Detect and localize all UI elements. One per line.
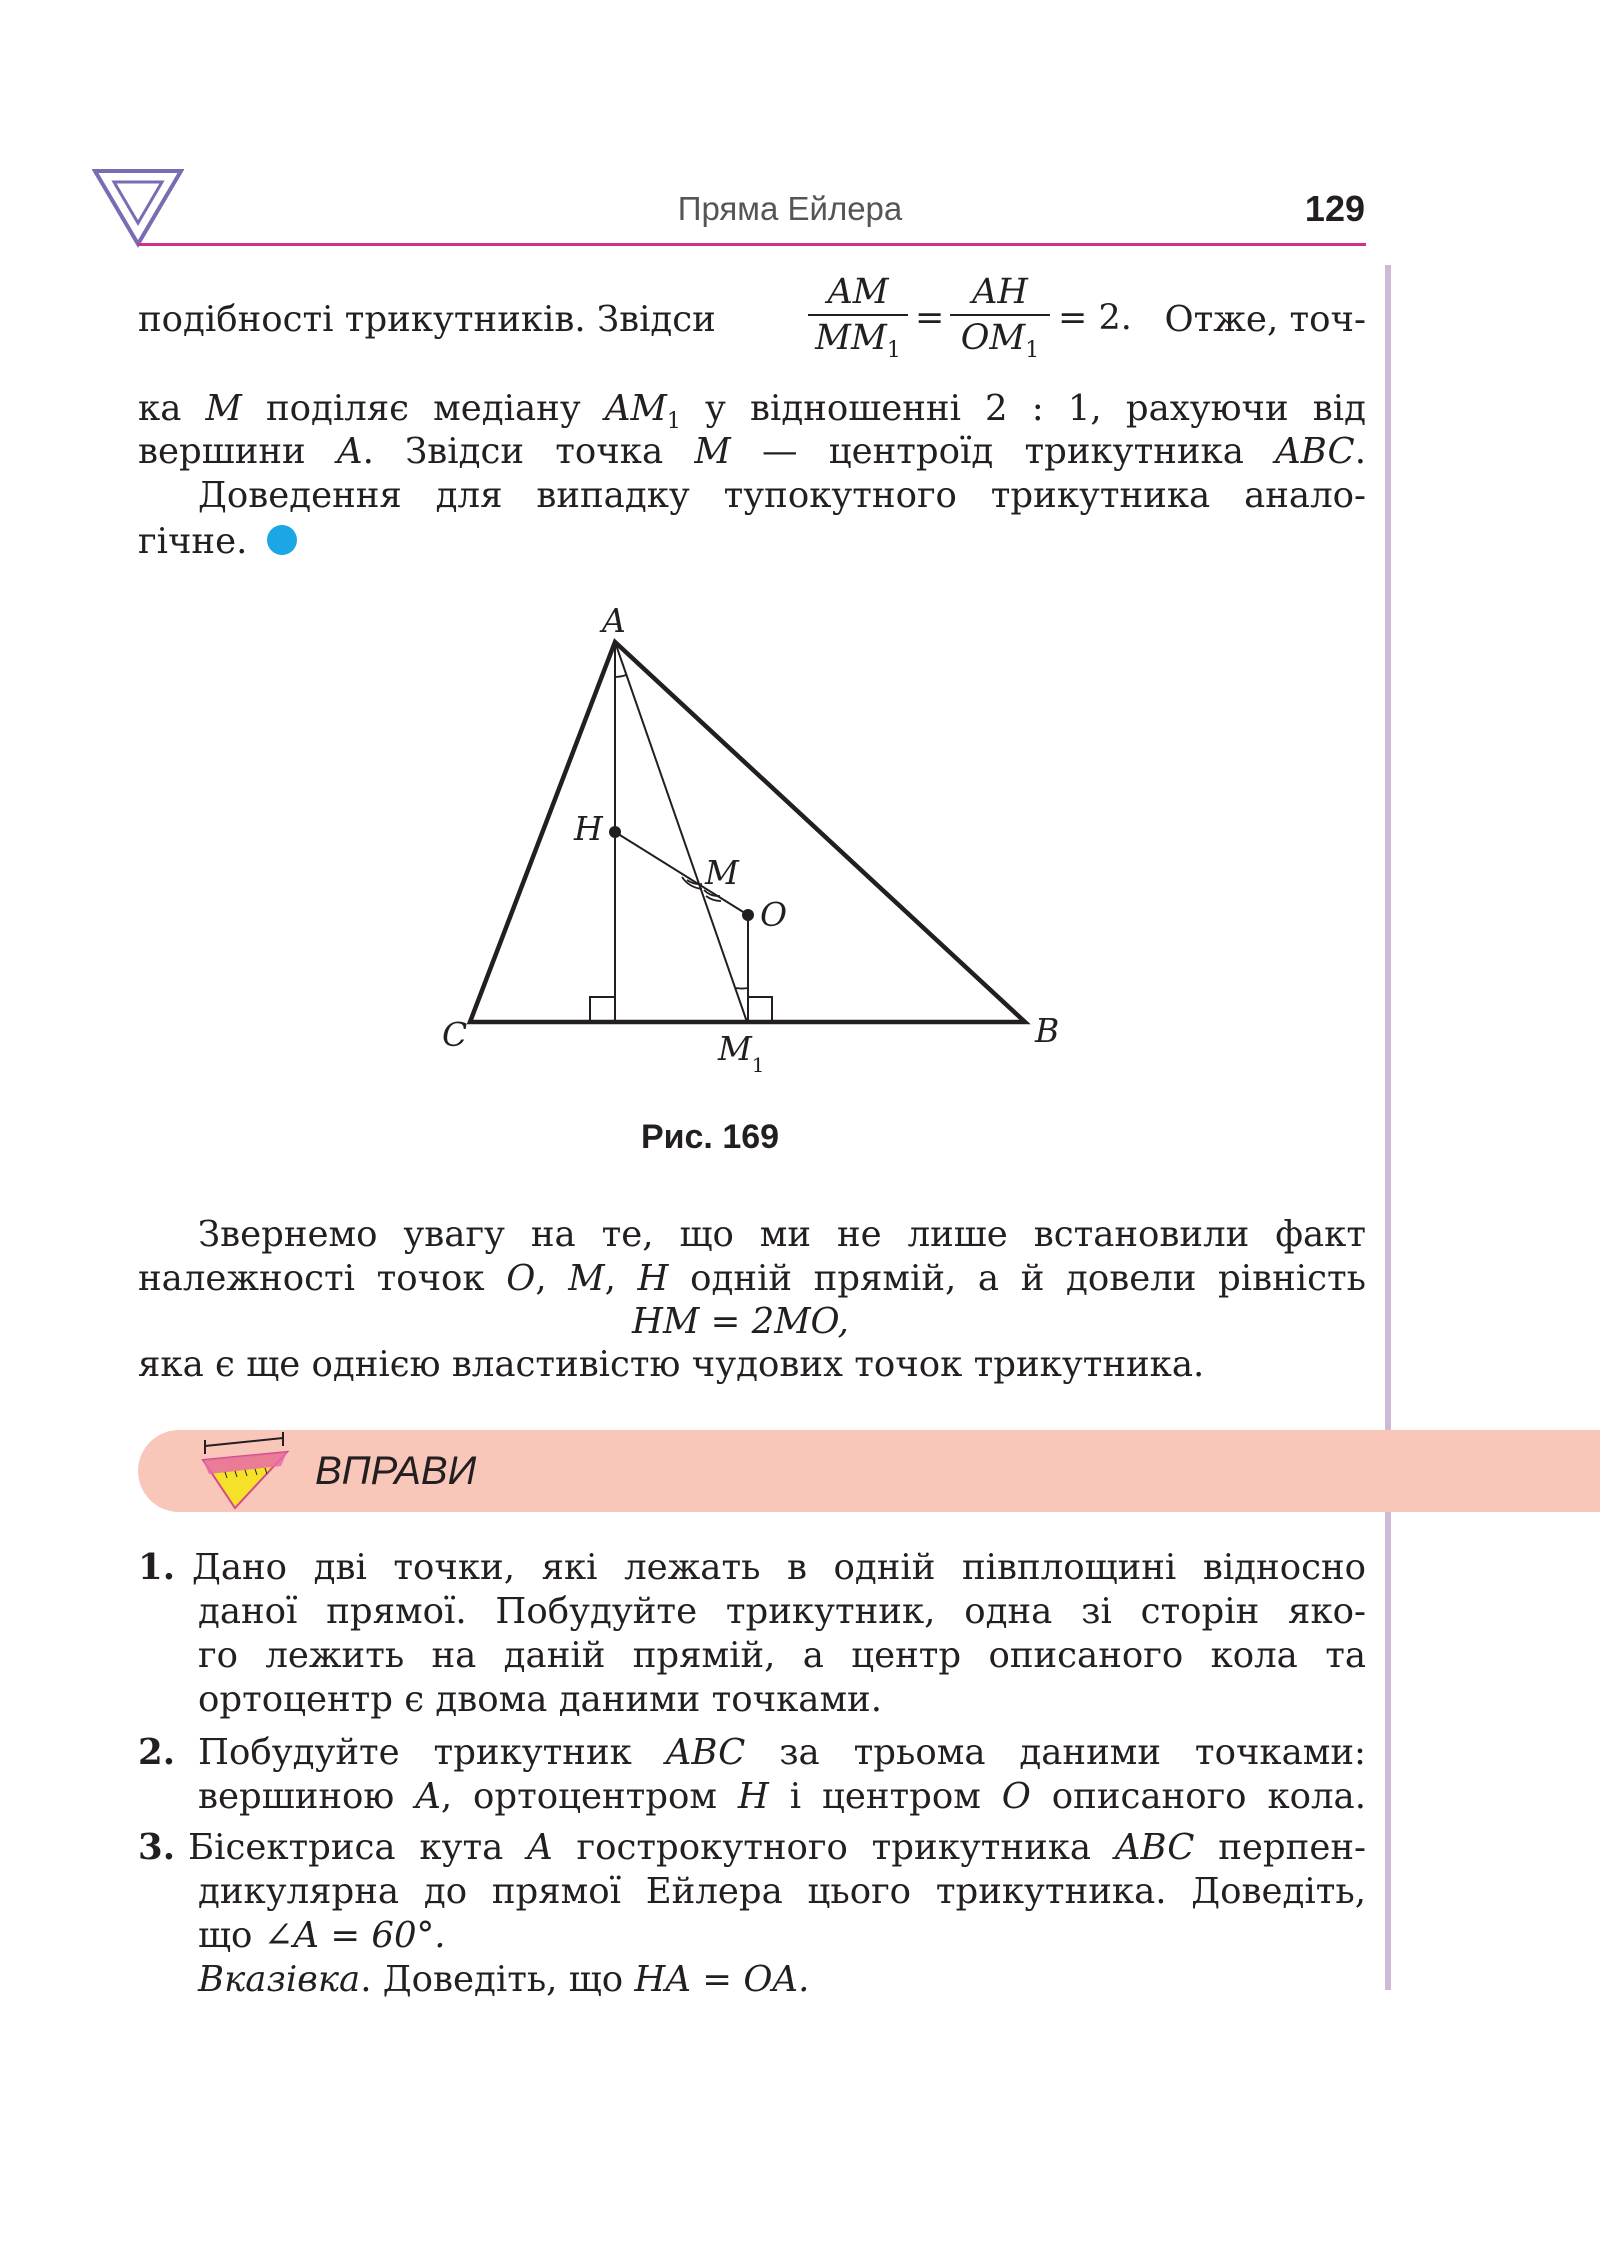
header-rule: [138, 243, 1366, 246]
exercise-3-line2: дикулярна до прямої Ейлера цього трикутника. Доведіть,: [198, 1871, 1366, 1912]
page-number: 129: [1304, 188, 1365, 229]
set-square-ruler-icon: [195, 1432, 295, 1512]
exercise-1-line4: ортоцентр є двома даними точками.: [198, 1679, 882, 1720]
fraction-am-mm1: [808, 272, 908, 363]
fraction-bar: [808, 314, 908, 316]
fraction-numerator: AM: [827, 272, 889, 312]
para1-line3: вершини A. Звідси точка M — центроїд трикутника ABC.: [138, 431, 1366, 472]
median-am1: [615, 642, 747, 1022]
side-rule: [1385, 265, 1391, 1990]
label-a: A: [602, 601, 626, 640]
label-c: C: [442, 1015, 468, 1054]
label-m: M: [705, 853, 739, 892]
para2-line1: Доведення для випадку тупокутного трикутника анало-: [198, 475, 1366, 516]
exercise-1-line2: даної прямої. Побудуйте трикутник, одна зі сторін яко-: [198, 1591, 1366, 1632]
exercises-title: ВПРАВИ: [315, 1449, 477, 1493]
exercise-2-number: 2.: [138, 1732, 176, 1773]
para1-line2: ка M поділяє медіану $AM_1$ у відношенні 2 : 1, рахуючи від: [138, 388, 1367, 435]
triangle-logo-icon: [92, 168, 184, 248]
para3-line2: належності точок O, M, H одній прямій, а й довели рівність: [138, 1258, 1366, 1299]
label-m1: $M_1$: [718, 1029, 765, 1077]
para3-line4: яка є ще однією властивістю чудових точок трикутника.: [138, 1344, 1205, 1385]
label-h: H: [574, 809, 603, 848]
fraction-denominator: $MM_1$: [815, 318, 901, 363]
para3-line1: Звернемо увагу на те, що ми не лише встановили факт: [198, 1214, 1366, 1255]
fraction-denominator: $OM_1$: [960, 318, 1040, 363]
exercise-2-line2: вершиною A, ортоцентром H і центром O описаного кола.: [198, 1776, 1367, 1817]
label-b: B: [1035, 1011, 1060, 1050]
fraction-bar: [950, 314, 1050, 316]
angle-arc: [615, 675, 626, 677]
equals-sign: =: [915, 298, 945, 338]
proof-end-marker-icon: [267, 525, 297, 555]
figure-caption: Рис. 169: [640, 1118, 780, 1156]
exercise-1-line3: го лежить на даній прямій, а центр описаного кола та: [198, 1635, 1366, 1676]
right-angle-mark: [590, 997, 615, 1022]
running-title: Пряма Ейлера: [677, 190, 903, 227]
exercise-3-hint: Вказівка. Доведіть, що HA = OA.: [198, 1959, 810, 2000]
label-o: O: [760, 895, 788, 934]
exercise-1-number: 1.: [138, 1547, 176, 1588]
fraction-ah-om1: [950, 272, 1050, 363]
equals-two: = 2.: [1058, 298, 1132, 338]
figure-169: [430, 600, 1070, 1100]
exercise-1-line1: Дано дві точки, які лежать в одній півплощині відносно: [192, 1547, 1366, 1588]
formula-hm-2mo: HM = 2MO,: [632, 1301, 849, 1342]
exercise-3-line1: Бісектриса кута A гострокутного трикутника ABC перпен-: [188, 1827, 1366, 1868]
point-h: [609, 826, 621, 838]
para2-line2: гічне.: [138, 520, 1366, 564]
angle-arc: [736, 988, 748, 989]
exercise-3-number: 3.: [138, 1827, 176, 1868]
exercise-2-line1: Побудуйте трикутник ABC за трьома даними точками:: [198, 1732, 1366, 1773]
para1-line1-end: Отже, точ-: [1164, 299, 1366, 340]
point-o: [742, 909, 754, 921]
exercise-3-line3: що ∠A = 60°.: [198, 1915, 446, 1956]
text: подібності трикутників. Звідси: [138, 299, 716, 340]
right-angle-mark: [748, 997, 772, 1022]
fraction-numerator: AH: [972, 272, 1028, 312]
